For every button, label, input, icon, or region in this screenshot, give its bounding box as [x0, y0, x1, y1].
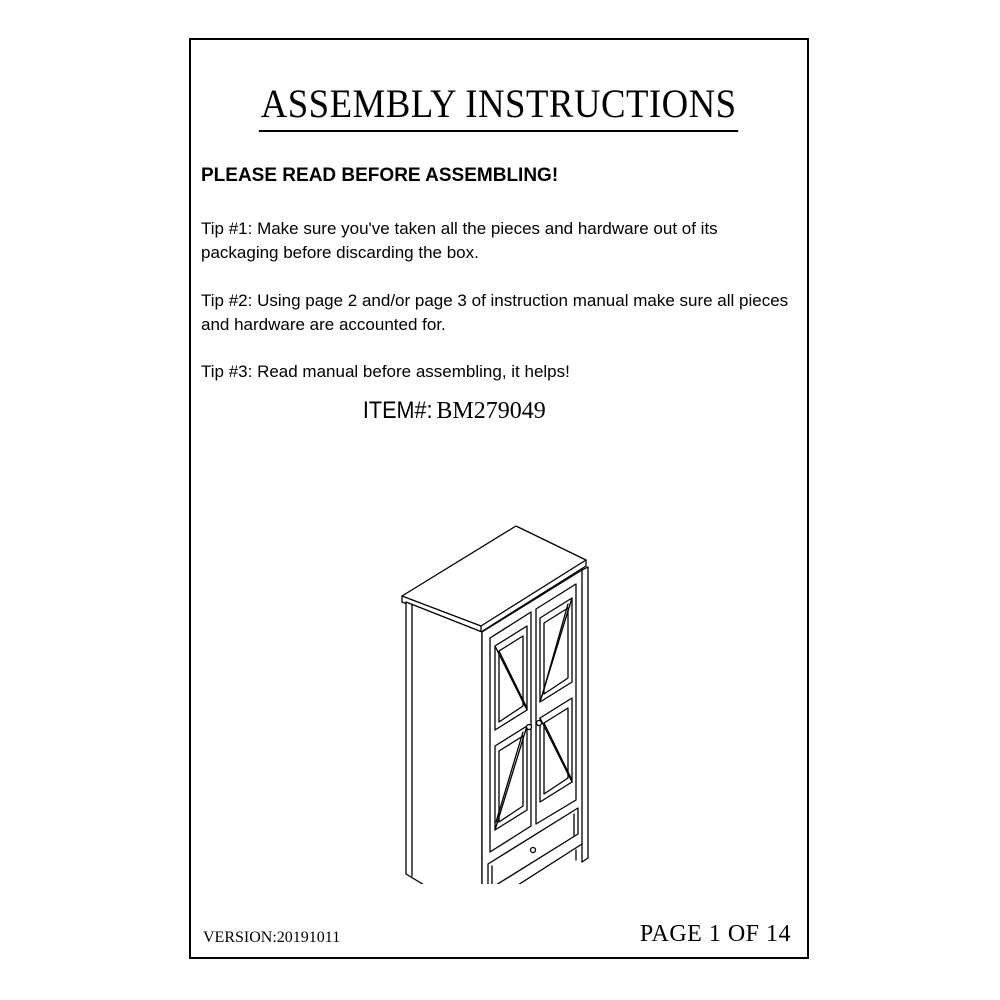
item-number-value: BM279049 — [436, 398, 546, 424]
item-number — [359, 396, 546, 426]
document-title — [191, 80, 807, 132]
tip-3: Tip #3: Read manual before assembling, it helps! — [201, 362, 570, 381]
version-label: VERSION:20191011 — [203, 929, 341, 946]
item-number-label: ITEM#: — [362, 397, 433, 424]
document-title-text: ASSEMBLY INSTRUCTIONS — [259, 80, 739, 132]
document-frame — [189, 38, 809, 959]
cabinet-illustration-icon — [396, 484, 596, 884]
tip-2: Tip #2: Using page 2 and/or page 3 of instruction manual make sure all pieces and hardware are accounted for. — [201, 291, 789, 334]
tip-1: Tip #1: Make sure you've taken all the pieces and hardware out of its packaging before discarding the box. — [201, 219, 718, 262]
page-number: PAGE 1 OF 14 — [639, 921, 791, 947]
warning-heading: PLEASE READ BEFORE ASSEMBLING! — [201, 165, 559, 186]
